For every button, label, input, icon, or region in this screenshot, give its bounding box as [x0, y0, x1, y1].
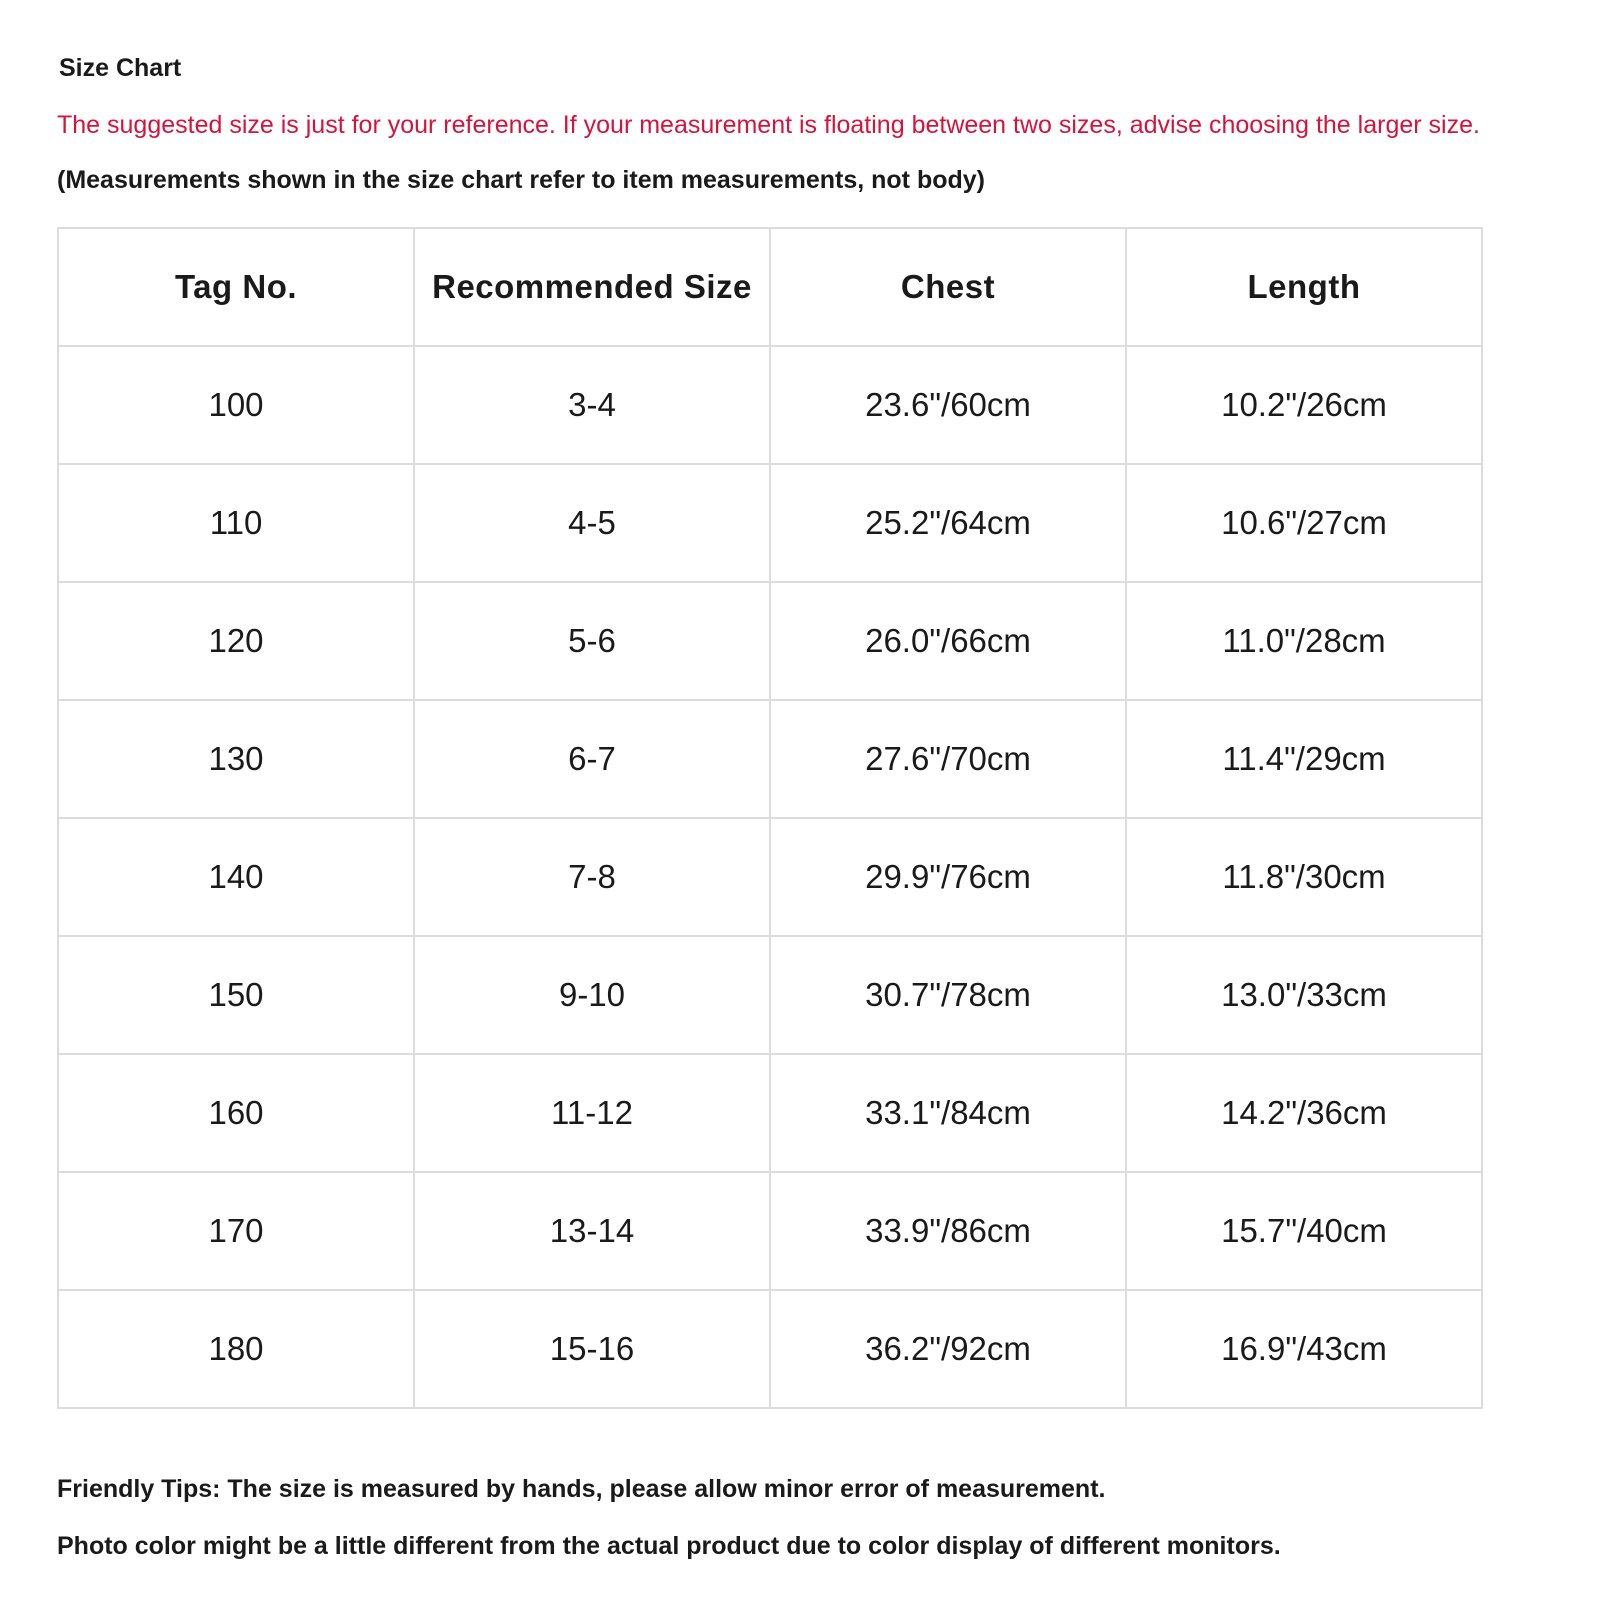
cell-chest: 27.6"/70cm	[770, 700, 1126, 818]
table-row	[58, 936, 1482, 1054]
cell-recommended-size: 9-10	[414, 936, 770, 1054]
header-recommended-size: Recommended Size	[414, 228, 770, 346]
cell-tag-no: 150	[58, 936, 414, 1054]
table-row	[58, 818, 1482, 936]
cell-recommended-size: 5-6	[414, 582, 770, 700]
size-table	[57, 227, 1483, 1409]
cell-length: 11.4"/29cm	[1126, 700, 1482, 818]
table-row	[58, 1172, 1482, 1290]
friendly-tip: Friendly Tips: The size is measured by hands, please allow minor error of measurement.	[57, 1475, 1106, 1503]
header-chest: Chest	[770, 228, 1126, 346]
cell-tag-no: 180	[58, 1290, 414, 1408]
table-row	[58, 346, 1482, 464]
cell-tag-no: 120	[58, 582, 414, 700]
table-row	[58, 1054, 1482, 1172]
cell-chest: 26.0"/66cm	[770, 582, 1126, 700]
cell-recommended-size: 15-16	[414, 1290, 770, 1408]
cell-recommended-size: 13-14	[414, 1172, 770, 1290]
cell-recommended-size: 11-12	[414, 1054, 770, 1172]
cell-recommended-size: 7-8	[414, 818, 770, 936]
cell-length: 16.9"/43cm	[1126, 1290, 1482, 1408]
cell-length: 10.6"/27cm	[1126, 464, 1482, 582]
cell-tag-no: 110	[58, 464, 414, 582]
cell-chest: 36.2"/92cm	[770, 1290, 1126, 1408]
cell-tag-no: 140	[58, 818, 414, 936]
cell-length: 10.2"/26cm	[1126, 346, 1482, 464]
table-header-row	[58, 228, 1482, 346]
cell-recommended-size: 6-7	[414, 700, 770, 818]
table-row	[58, 582, 1482, 700]
cell-chest: 23.6"/60cm	[770, 346, 1126, 464]
cell-length: 13.0"/33cm	[1126, 936, 1482, 1054]
cell-length: 11.0"/28cm	[1126, 582, 1482, 700]
cell-tag-no: 160	[58, 1054, 414, 1172]
table-row	[58, 700, 1482, 818]
cell-chest: 33.9"/86cm	[770, 1172, 1126, 1290]
size-notice: The suggested size is just for your reference. If your measurement is floating between two sizes, advise choosing the larger size.	[57, 111, 1480, 139]
header-length: Length	[1126, 228, 1482, 346]
cell-length: 14.2"/36cm	[1126, 1054, 1482, 1172]
cell-chest: 30.7"/78cm	[770, 936, 1126, 1054]
cell-tag-no: 170	[58, 1172, 414, 1290]
cell-length: 15.7"/40cm	[1126, 1172, 1482, 1290]
cell-length: 11.8"/30cm	[1126, 818, 1482, 936]
color-disclaimer: Photo color might be a little different from the actual product due to color display of different monitors.	[57, 1532, 1281, 1560]
measurement-note: (Measurements shown in the size chart refer to item measurements, not body)	[57, 166, 985, 194]
cell-chest: 33.1"/84cm	[770, 1054, 1126, 1172]
cell-chest: 29.9"/76cm	[770, 818, 1126, 936]
cell-recommended-size: 4-5	[414, 464, 770, 582]
cell-recommended-size: 3-4	[414, 346, 770, 464]
page-title: Size Chart	[59, 54, 182, 82]
cell-tag-no: 130	[58, 700, 414, 818]
cell-tag-no: 100	[58, 346, 414, 464]
table-row	[58, 464, 1482, 582]
header-tag-no: Tag No.	[58, 228, 414, 346]
cell-chest: 25.2"/64cm	[770, 464, 1126, 582]
table-row	[58, 1290, 1482, 1408]
